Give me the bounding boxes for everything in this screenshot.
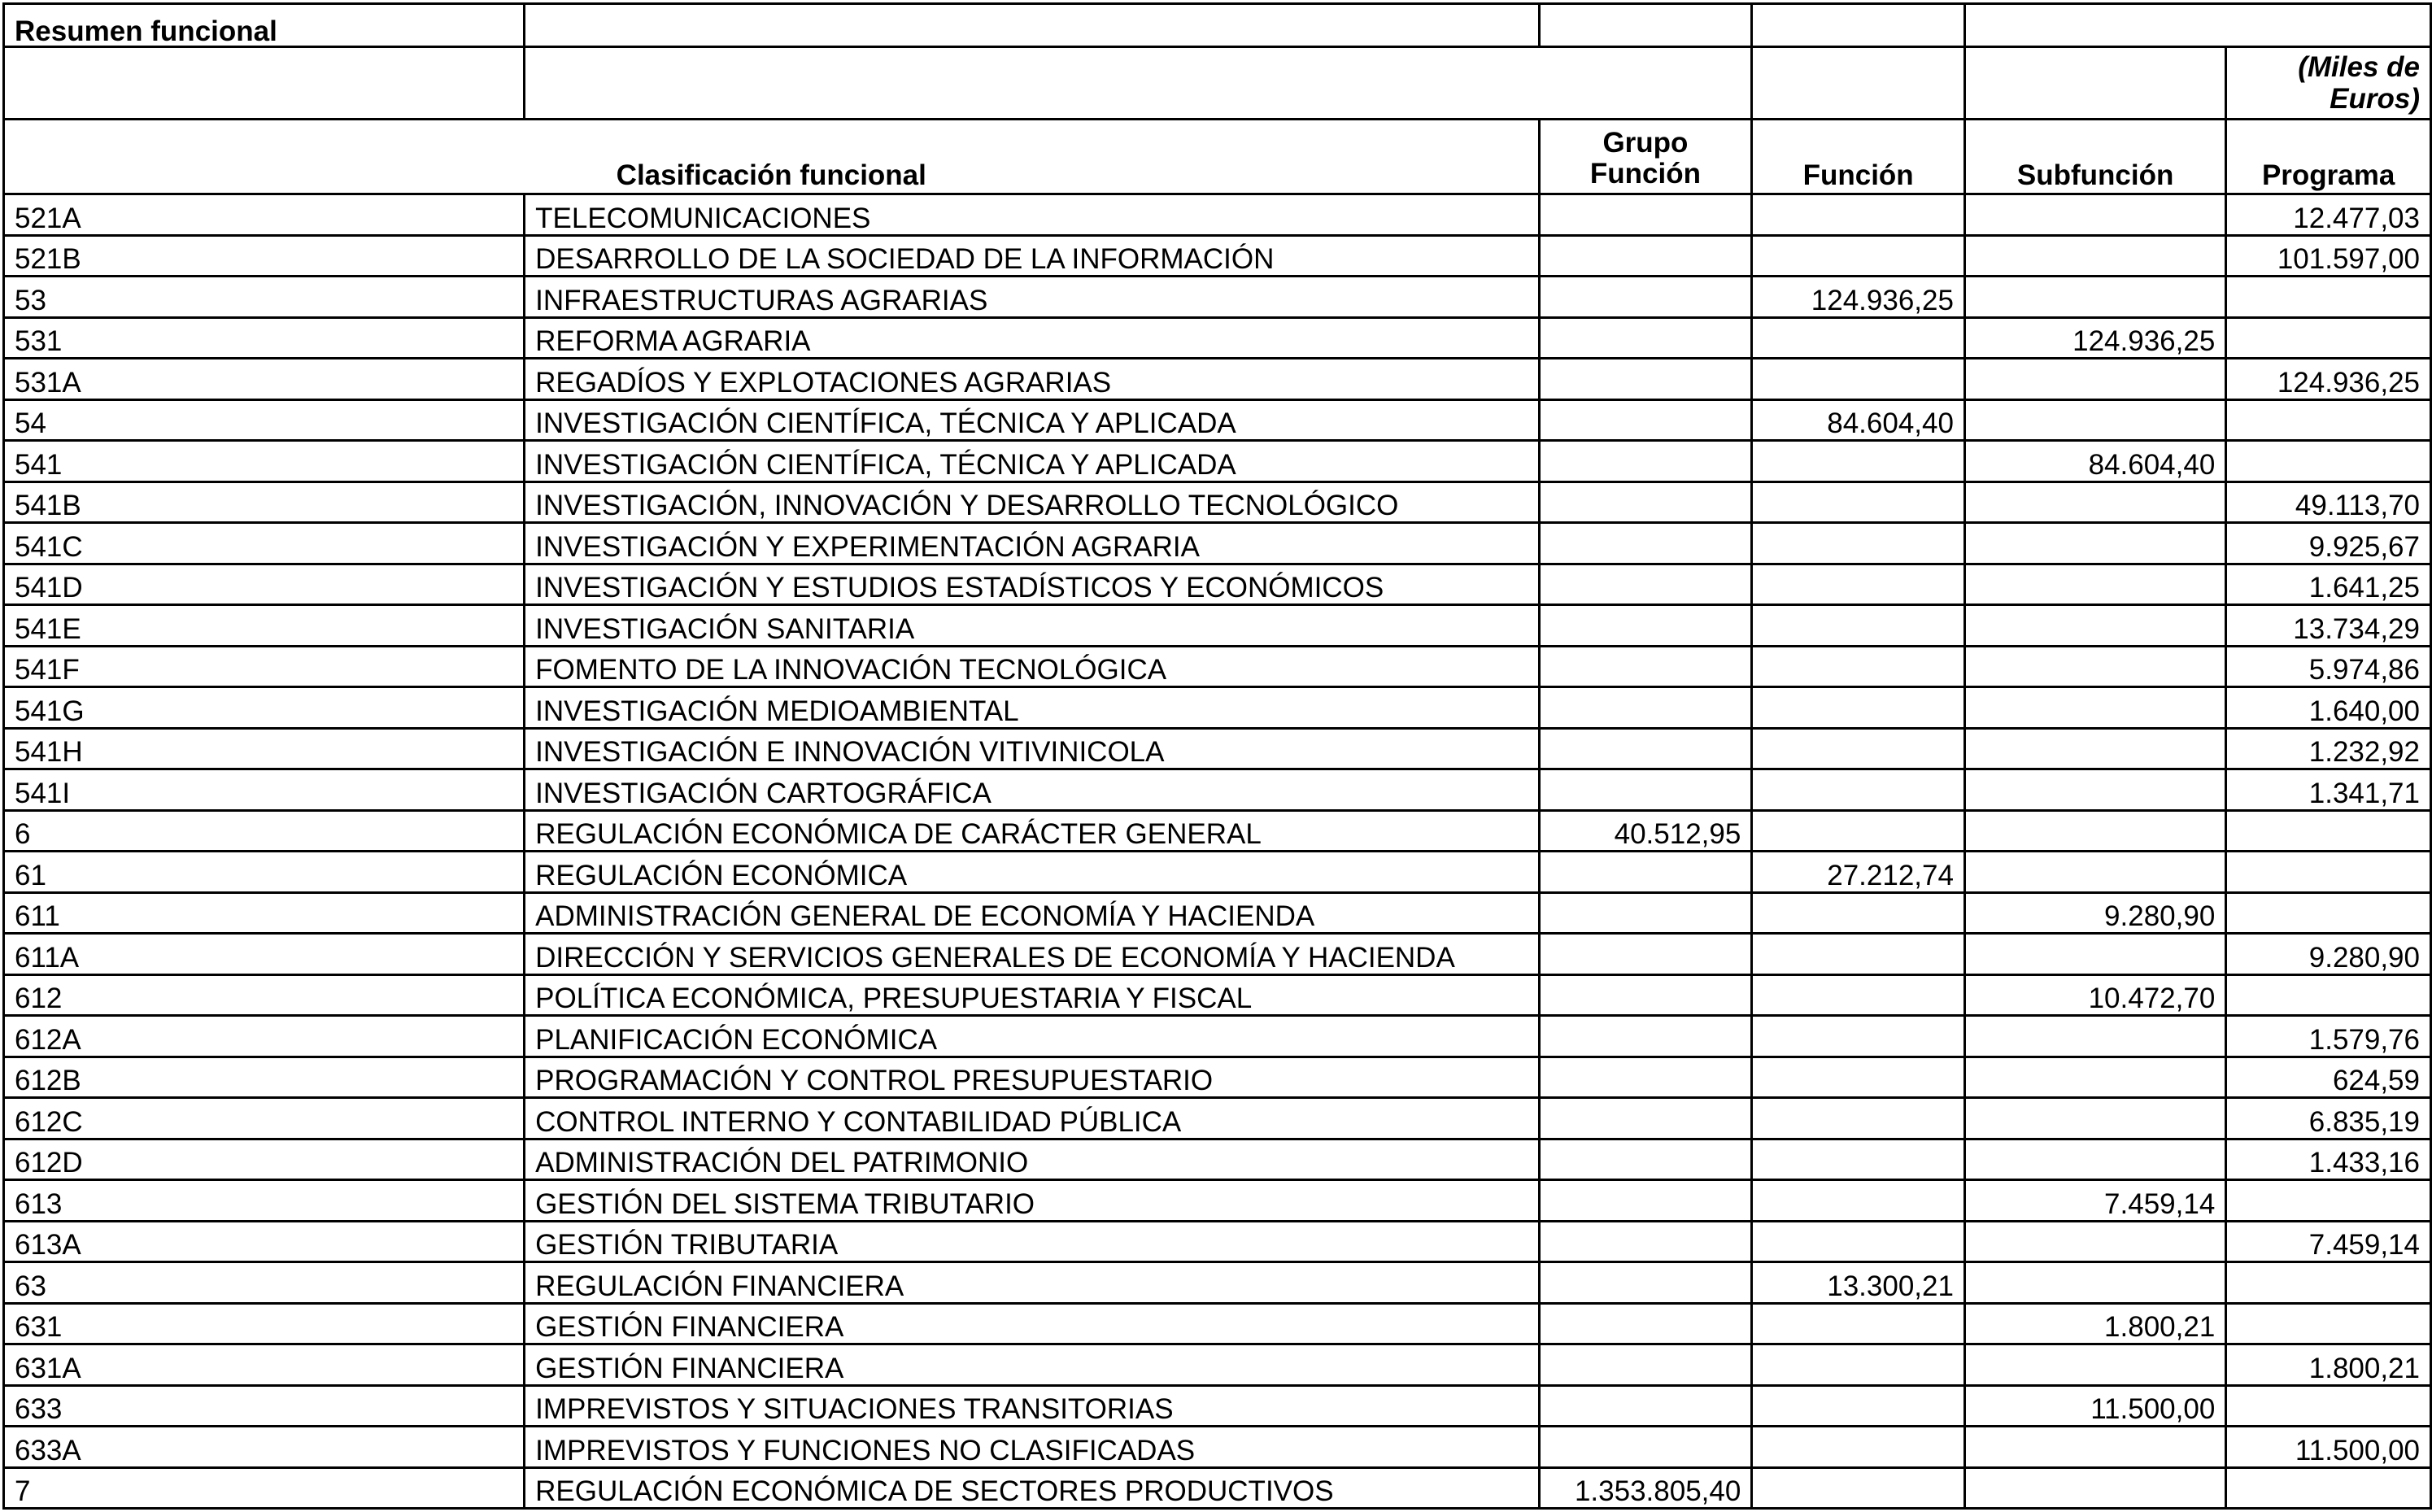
- header-clasificacion: Clasificación funcional: [4, 120, 1540, 194]
- row-grupo-funcion: [1539, 605, 1752, 647]
- row-name: POLÍTICA ECONÓMICA, PRESUPUESTARIA Y FISCAL: [525, 974, 1539, 1016]
- table-row: [4, 1139, 2431, 1180]
- row-funcion: [1752, 934, 1965, 975]
- row-grupo-funcion: [1539, 317, 1752, 359]
- row-grupo-funcion: 1.353.805,40: [1539, 1467, 1752, 1509]
- row-funcion: [1752, 769, 1965, 811]
- empty-cell: [1752, 47, 1965, 120]
- row-name: INVESTIGACIÓN CIENTÍFICA, TÉCNICA Y APLICADA: [525, 441, 1539, 482]
- row-programa: 11.500,00: [2226, 1427, 2431, 1468]
- row-grupo-funcion: [1539, 728, 1752, 769]
- row-funcion: [1752, 1180, 1965, 1222]
- row-programa: 7.459,14: [2226, 1221, 2431, 1262]
- row-programa: 1.579,76: [2226, 1016, 2431, 1057]
- row-grupo-funcion: [1539, 481, 1752, 523]
- row-programa: 101.597,00: [2226, 235, 2431, 277]
- row-name: PLANIFICACIÓN ECONÓMICA: [525, 1016, 1539, 1057]
- row-grupo-funcion: [1539, 1221, 1752, 1262]
- row-funcion: [1752, 523, 1965, 564]
- row-name: INVESTIGACIÓN Y EXPERIMENTACIÓN AGRARIA: [525, 523, 1539, 564]
- row-code: 633A: [4, 1427, 525, 1468]
- row-name: GESTIÓN TRIBUTARIA: [525, 1221, 1539, 1262]
- table-row: [4, 277, 2431, 318]
- row-subfuncion: 1.800,21: [1964, 1303, 2225, 1344]
- row-funcion: [1752, 1467, 1965, 1509]
- table-row: [4, 769, 2431, 811]
- empty-cell: [525, 47, 1752, 120]
- table-row: [4, 235, 2431, 277]
- row-name: CONTROL INTERNO Y CONTABILIDAD PÚBLICA: [525, 1098, 1539, 1139]
- row-programa: [2226, 1385, 2431, 1427]
- row-programa: 1.641,25: [2226, 564, 2431, 605]
- row-grupo-funcion: [1539, 1385, 1752, 1427]
- row-programa: [2226, 1180, 2431, 1222]
- row-name: PROGRAMACIÓN Y CONTROL PRESUPUESTARIO: [525, 1057, 1539, 1098]
- table-row: [4, 1262, 2431, 1304]
- row-code: 531A: [4, 359, 525, 400]
- row-subfuncion: 84.604,40: [1964, 441, 2225, 482]
- table-row: [4, 481, 2431, 523]
- row-code: 521A: [4, 194, 525, 236]
- unit-row: [4, 47, 2431, 120]
- row-grupo-funcion: [1539, 1098, 1752, 1139]
- empty-cell: [1964, 4, 2430, 47]
- row-programa: [2226, 810, 2431, 852]
- row-subfuncion: [1964, 1344, 2225, 1386]
- table-row: [4, 687, 2431, 729]
- row-code: 611A: [4, 934, 525, 975]
- row-grupo-funcion: [1539, 687, 1752, 729]
- empty-cell: [525, 4, 1539, 47]
- table-row: [4, 523, 2431, 564]
- row-subfuncion: [1964, 277, 2225, 318]
- row-funcion: [1752, 687, 1965, 729]
- row-programa: 1.433,16: [2226, 1139, 2431, 1180]
- row-code: 613: [4, 1180, 525, 1222]
- row-grupo-funcion: [1539, 1057, 1752, 1098]
- row-subfuncion: [1964, 1427, 2225, 1468]
- row-subfuncion: 124.936,25: [1964, 317, 2225, 359]
- row-subfuncion: [1964, 605, 2225, 647]
- table-row: [4, 1016, 2431, 1057]
- row-name: INVESTIGACIÓN, INNOVACIÓN Y DESARROLLO TECNOLÓGICO: [525, 481, 1539, 523]
- row-code: 541G: [4, 687, 525, 729]
- row-funcion: [1752, 317, 1965, 359]
- row-name: IMPREVISTOS Y SITUACIONES TRANSITORIAS: [525, 1385, 1539, 1427]
- row-code: 521B: [4, 235, 525, 277]
- row-funcion: [1752, 728, 1965, 769]
- table-row: [4, 892, 2431, 934]
- table-row: [4, 399, 2431, 441]
- row-funcion: [1752, 1385, 1965, 1427]
- row-funcion: 124.936,25: [1752, 277, 1965, 318]
- empty-cell: [1752, 4, 1965, 47]
- row-subfuncion: [1964, 1467, 2225, 1509]
- row-grupo-funcion: [1539, 399, 1752, 441]
- row-funcion: [1752, 646, 1965, 687]
- row-funcion: [1752, 1098, 1965, 1139]
- budget-table: [2, 2, 2432, 1510]
- row-name: GESTIÓN FINANCIERA: [525, 1303, 1539, 1344]
- empty-cell: [4, 47, 525, 120]
- row-grupo-funcion: [1539, 974, 1752, 1016]
- row-code: 631: [4, 1303, 525, 1344]
- row-name: REGULACIÓN ECONÓMICA DE CARÁCTER GENERAL: [525, 810, 1539, 852]
- row-programa: 124.936,25: [2226, 359, 2431, 400]
- row-code: 612B: [4, 1057, 525, 1098]
- row-funcion: 27.212,74: [1752, 852, 1965, 893]
- row-programa: 9.280,90: [2226, 934, 2431, 975]
- row-grupo-funcion: [1539, 1427, 1752, 1468]
- row-funcion: [1752, 1427, 1965, 1468]
- header-subfuncion: Subfunción: [1964, 120, 2225, 194]
- row-funcion: [1752, 1139, 1965, 1180]
- table-row: [4, 605, 2431, 647]
- row-subfuncion: [1964, 852, 2225, 893]
- row-code: 633: [4, 1385, 525, 1427]
- row-subfuncion: [1964, 523, 2225, 564]
- row-grupo-funcion: [1539, 646, 1752, 687]
- row-funcion: [1752, 441, 1965, 482]
- row-programa: 9.925,67: [2226, 523, 2431, 564]
- row-code: 53: [4, 277, 525, 318]
- row-programa: [2226, 974, 2431, 1016]
- table-row: [4, 728, 2431, 769]
- row-subfuncion: [1964, 564, 2225, 605]
- row-code: 541F: [4, 646, 525, 687]
- empty-cell: [1964, 47, 2225, 120]
- row-subfuncion: [1964, 769, 2225, 811]
- row-funcion: 84.604,40: [1752, 399, 1965, 441]
- row-code: 531: [4, 317, 525, 359]
- row-name: GESTIÓN DEL SISTEMA TRIBUTARIO: [525, 1180, 1539, 1222]
- row-programa: [2226, 441, 2431, 482]
- row-name: TELECOMUNICACIONES: [525, 194, 1539, 236]
- row-code: 6: [4, 810, 525, 852]
- row-subfuncion: [1964, 1057, 2225, 1098]
- row-funcion: [1752, 605, 1965, 647]
- row-grupo-funcion: [1539, 852, 1752, 893]
- row-name: INVESTIGACIÓN CARTOGRÁFICA: [525, 769, 1539, 811]
- row-subfuncion: [1964, 646, 2225, 687]
- row-funcion: [1752, 1221, 1965, 1262]
- table-row: [4, 934, 2431, 975]
- row-programa: 1.341,71: [2226, 769, 2431, 811]
- row-name: ADMINISTRACIÓN GENERAL DE ECONOMÍA Y HACIENDA: [525, 892, 1539, 934]
- row-programa: [2226, 317, 2431, 359]
- row-funcion: [1752, 892, 1965, 934]
- row-grupo-funcion: [1539, 235, 1752, 277]
- row-subfuncion: [1964, 399, 2225, 441]
- row-subfuncion: [1964, 1016, 2225, 1057]
- row-grupo-funcion: [1539, 934, 1752, 975]
- row-programa: 12.477,03: [2226, 194, 2431, 236]
- row-subfuncion: [1964, 1221, 2225, 1262]
- row-grupo-funcion: [1539, 892, 1752, 934]
- row-funcion: [1752, 974, 1965, 1016]
- row-name: INVESTIGACIÓN CIENTÍFICA, TÉCNICA Y APLICADA: [525, 399, 1539, 441]
- row-code: 63: [4, 1262, 525, 1304]
- row-funcion: [1752, 564, 1965, 605]
- table-row: [4, 441, 2431, 482]
- table-row: [4, 1427, 2431, 1468]
- row-code: 7: [4, 1467, 525, 1509]
- row-name: REGULACIÓN ECONÓMICA: [525, 852, 1539, 893]
- row-name: REFORMA AGRARIA: [525, 317, 1539, 359]
- row-grupo-funcion: [1539, 1262, 1752, 1304]
- row-name: DIRECCIÓN Y SERVICIOS GENERALES DE ECONOMÍA Y HACIENDA: [525, 934, 1539, 975]
- row-code: 611: [4, 892, 525, 934]
- row-subfuncion: 9.280,90: [1964, 892, 2225, 934]
- row-grupo-funcion: [1539, 1344, 1752, 1386]
- row-programa: [2226, 277, 2431, 318]
- table-row: [4, 1180, 2431, 1222]
- row-subfuncion: 11.500,00: [1964, 1385, 2225, 1427]
- row-programa: 13.734,29: [2226, 605, 2431, 647]
- row-name: DESARROLLO DE LA SOCIEDAD DE LA INFORMACIÓN: [525, 235, 1539, 277]
- row-subfuncion: [1964, 481, 2225, 523]
- row-subfuncion: [1964, 810, 2225, 852]
- row-name: INVESTIGACIÓN Y ESTUDIOS ESTADÍSTICOS Y ECONÓMICOS: [525, 564, 1539, 605]
- row-name: REGULACIÓN ECONÓMICA DE SECTORES PRODUCTIVOS: [525, 1467, 1539, 1509]
- row-subfuncion: [1964, 687, 2225, 729]
- row-code: 612C: [4, 1098, 525, 1139]
- row-code: 54: [4, 399, 525, 441]
- row-subfuncion: [1964, 235, 2225, 277]
- row-grupo-funcion: [1539, 564, 1752, 605]
- row-programa: [2226, 399, 2431, 441]
- row-programa: 1.800,21: [2226, 1344, 2431, 1386]
- row-funcion: [1752, 1016, 1965, 1057]
- row-name: INVESTIGACIÓN SANITARIA: [525, 605, 1539, 647]
- row-name: REGADÍOS Y EXPLOTACIONES AGRARIAS: [525, 359, 1539, 400]
- row-programa: 1.640,00: [2226, 687, 2431, 729]
- row-code: 541E: [4, 605, 525, 647]
- row-code: 541: [4, 441, 525, 482]
- row-code: 631A: [4, 1344, 525, 1386]
- row-subfuncion: [1964, 359, 2225, 400]
- row-name: INFRAESTRUCTURAS AGRARIAS: [525, 277, 1539, 318]
- table-row: [4, 1344, 2431, 1386]
- row-code: 613A: [4, 1221, 525, 1262]
- row-grupo-funcion: [1539, 1016, 1752, 1057]
- header-programa: Programa: [2226, 120, 2431, 194]
- row-subfuncion: [1964, 1139, 2225, 1180]
- row-programa: [2226, 1467, 2431, 1509]
- row-programa: [2226, 1303, 2431, 1344]
- row-subfuncion: 7.459,14: [1964, 1180, 2225, 1222]
- table-row: [4, 1385, 2431, 1427]
- row-funcion: [1752, 481, 1965, 523]
- table-row: [4, 564, 2431, 605]
- row-name: FOMENTO DE LA INNOVACIÓN TECNOLÓGICA: [525, 646, 1539, 687]
- row-subfuncion: [1964, 728, 2225, 769]
- row-code: 541B: [4, 481, 525, 523]
- table-row: [4, 1303, 2431, 1344]
- row-grupo-funcion: [1539, 523, 1752, 564]
- row-funcion: [1752, 810, 1965, 852]
- table-row: [4, 1057, 2431, 1098]
- row-funcion: [1752, 235, 1965, 277]
- row-programa: 6.835,19: [2226, 1098, 2431, 1139]
- unit-label: (Miles de Euros): [2226, 47, 2431, 120]
- row-programa: 5.974,86: [2226, 646, 2431, 687]
- row-name: IMPREVISTOS Y FUNCIONES NO CLASIFICADAS: [525, 1427, 1539, 1468]
- row-grupo-funcion: [1539, 194, 1752, 236]
- row-name: INVESTIGACIÓN MEDIOAMBIENTAL: [525, 687, 1539, 729]
- header-funcion: Función: [1752, 120, 1965, 194]
- row-grupo-funcion: [1539, 1180, 1752, 1222]
- row-code: 612: [4, 974, 525, 1016]
- row-subfuncion: 10.472,70: [1964, 974, 2225, 1016]
- row-funcion: [1752, 194, 1965, 236]
- row-programa: [2226, 1262, 2431, 1304]
- row-subfuncion: [1964, 194, 2225, 236]
- page-title: Resumen funcional: [4, 4, 525, 47]
- empty-cell: [1539, 4, 1752, 47]
- row-code: 612D: [4, 1139, 525, 1180]
- row-grupo-funcion: [1539, 1303, 1752, 1344]
- table-row: [4, 1467, 2431, 1509]
- table-row: [4, 974, 2431, 1016]
- row-funcion: [1752, 1057, 1965, 1098]
- row-subfuncion: [1964, 1262, 2225, 1304]
- row-grupo-funcion: [1539, 441, 1752, 482]
- row-programa: [2226, 852, 2431, 893]
- row-code: 61: [4, 852, 525, 893]
- row-programa: [2226, 892, 2431, 934]
- row-subfuncion: [1964, 1098, 2225, 1139]
- row-programa: 624,59: [2226, 1057, 2431, 1098]
- row-grupo-funcion: [1539, 359, 1752, 400]
- table-row: [4, 1098, 2431, 1139]
- row-code: 541D: [4, 564, 525, 605]
- table-row: [4, 810, 2431, 852]
- row-name: GESTIÓN FINANCIERA: [525, 1344, 1539, 1386]
- row-funcion: 13.300,21: [1752, 1262, 1965, 1304]
- table-row: [4, 317, 2431, 359]
- row-code: 541C: [4, 523, 525, 564]
- table-row: [4, 194, 2431, 236]
- row-funcion: [1752, 1303, 1965, 1344]
- row-funcion: [1752, 359, 1965, 400]
- row-programa: 49.113,70: [2226, 481, 2431, 523]
- row-code: 612A: [4, 1016, 525, 1057]
- row-code: 541I: [4, 769, 525, 811]
- title-row: [4, 4, 2431, 47]
- row-name: INVESTIGACIÓN E INNOVACIÓN VITIVINICOLA: [525, 728, 1539, 769]
- column-header-row: [4, 120, 2431, 194]
- header-grupo-funcion: Grupo Función: [1539, 120, 1752, 194]
- row-grupo-funcion: 40.512,95: [1539, 810, 1752, 852]
- row-name: ADMINISTRACIÓN DEL PATRIMONIO: [525, 1139, 1539, 1180]
- table-row: [4, 646, 2431, 687]
- row-funcion: [1752, 1344, 1965, 1386]
- row-grupo-funcion: [1539, 277, 1752, 318]
- table-row: [4, 359, 2431, 400]
- row-name: REGULACIÓN FINANCIERA: [525, 1262, 1539, 1304]
- row-grupo-funcion: [1539, 769, 1752, 811]
- table-row: [4, 852, 2431, 893]
- row-grupo-funcion: [1539, 1139, 1752, 1180]
- row-subfuncion: [1964, 934, 2225, 975]
- row-code: 541H: [4, 728, 525, 769]
- table-row: [4, 1221, 2431, 1262]
- row-programa: 1.232,92: [2226, 728, 2431, 769]
